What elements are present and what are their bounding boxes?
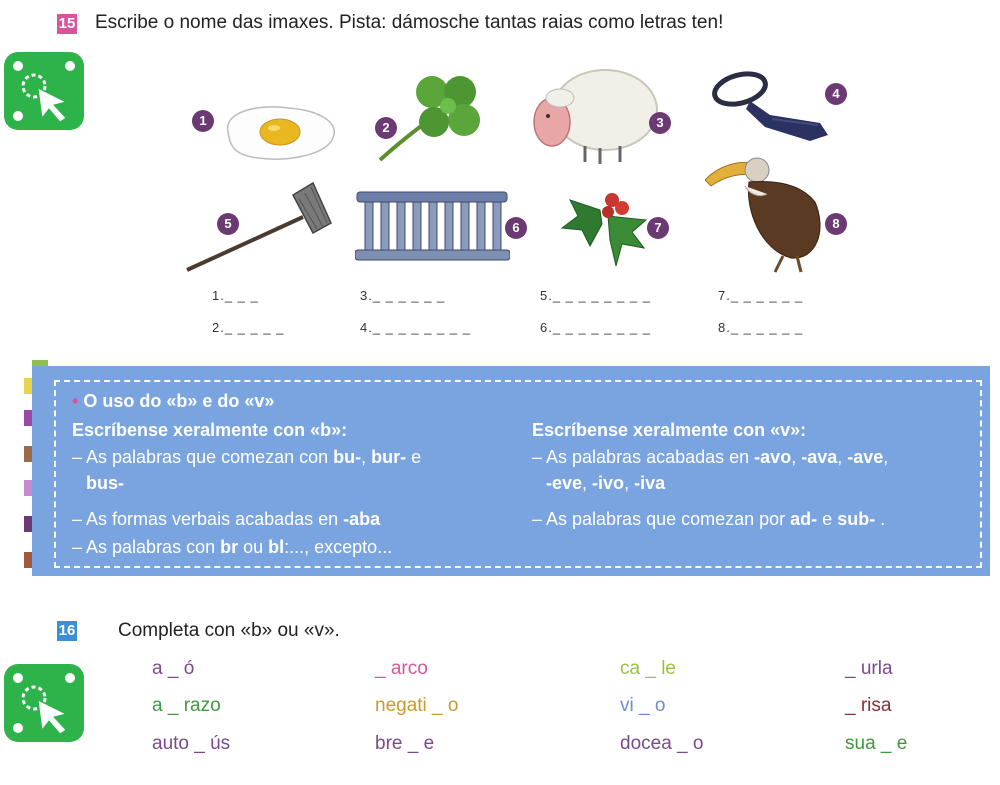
answer-blank-4[interactable]: 4._ _ _ _ _ _ _ _ — [360, 320, 471, 335]
rule-title: • O uso do «b» e do «v» — [72, 391, 275, 411]
fried-egg-picture — [218, 100, 343, 165]
fill-in-word[interactable]: a _ ó — [152, 658, 195, 679]
fill-in-word[interactable]: _ arco — [375, 658, 428, 679]
rule-right-item-2: – As palabras que comezan por ad- e sub- . — [532, 509, 886, 529]
vulture-picture — [705, 150, 835, 275]
fill-in-word[interactable]: _ risa — [845, 695, 892, 716]
answer-blank-8[interactable]: 8._ _ _ _ _ _ — [718, 320, 804, 335]
picture-badge-7: 7 — [647, 217, 669, 239]
exercise-16-number: 16 — [58, 622, 76, 639]
fill-in-word[interactable]: auto _ ús — [152, 733, 231, 754]
broom-picture — [185, 175, 335, 275]
rule-left-item-2: – As formas verbais acabadas en -aba — [72, 509, 381, 529]
exercise-15-instruction: Escribe o nome das imaxes. Pista: dámosche tantas raias como letras ten! — [95, 12, 724, 33]
answer-blank-3[interactable]: 3._ _ _ _ _ _ — [360, 288, 446, 303]
fill-in-word[interactable]: _ urla — [845, 658, 893, 679]
answer-blank-1[interactable]: 1._ _ _ — [212, 288, 259, 303]
answer-blank-2[interactable]: 2._ _ _ _ _ — [212, 320, 285, 335]
tie-picture — [710, 65, 830, 143]
fill-in-word[interactable]: sua _ e — [845, 733, 908, 754]
rule-left-heading: Escríbense xeralmente con «b»: — [72, 420, 348, 440]
answer-blank-5[interactable]: 5._ _ _ _ _ _ _ _ — [540, 288, 651, 303]
rule-right-heading: Escríbense xeralmente con «v»: — [532, 420, 807, 440]
rule-left-item-3: – As palabras con br ou bl:..., excepto... — [72, 537, 393, 557]
fill-in-word[interactable]: bre _ e — [375, 733, 435, 754]
picture-badge-3: 3 — [649, 112, 671, 134]
interactive-activity-icon[interactable] — [4, 664, 84, 742]
picture-badge-1: 1 — [192, 110, 214, 132]
picture-badge-2: 2 — [375, 117, 397, 139]
sheep-picture — [530, 62, 665, 167]
rule-right-item-1-cont: -eve, -ivo, -iva — [546, 473, 666, 493]
railing-picture — [355, 188, 510, 263]
picture-badge-4: 4 — [825, 83, 847, 105]
fill-in-word[interactable]: negati _ o — [375, 695, 459, 716]
picture-badge-6: 6 — [505, 217, 527, 239]
rule-left-item-1-cont: bus- — [86, 473, 124, 493]
picture-badge-5: 5 — [217, 213, 239, 235]
rule-right-item-1: – As palabras acabadas en -avo, -ava, -ave, — [532, 447, 889, 467]
answer-blank-7[interactable]: 7._ _ _ _ _ _ — [718, 288, 804, 303]
fill-in-word[interactable]: ca _ le — [620, 658, 676, 679]
fill-in-word[interactable]: a _ razo — [152, 695, 221, 716]
exercise-16-instruction: Completa con «b» ou «v». — [118, 620, 340, 641]
holly-picture — [560, 180, 650, 270]
rule-left-item-1: – As palabras que comezan con bu-, bur- e — [72, 447, 422, 467]
fill-in-word[interactable]: vi _ o — [620, 695, 666, 716]
exercise-15-number: 15 — [58, 15, 76, 32]
interactive-activity-icon[interactable] — [4, 52, 84, 130]
picture-badge-8: 8 — [825, 213, 847, 235]
fill-in-word[interactable]: docea _ o — [620, 733, 704, 754]
answer-blank-6[interactable]: 6._ _ _ _ _ _ _ _ — [540, 320, 651, 335]
